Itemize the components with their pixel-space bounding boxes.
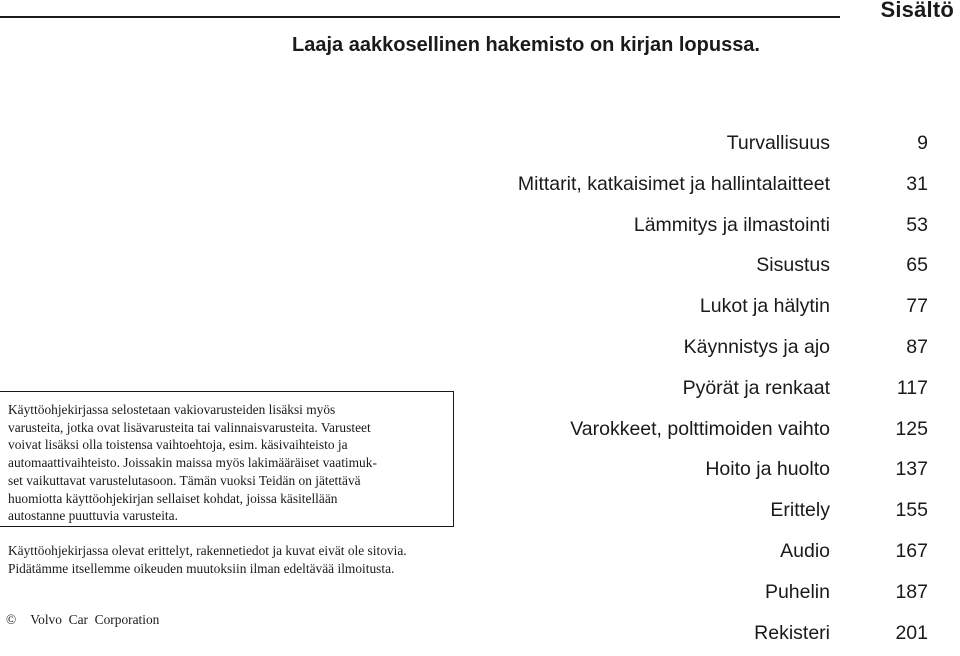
copyright-holder: Volvo Car Corporation bbox=[30, 612, 160, 627]
notice-line: set vaikuttavat varustelutasoon. Tämän vuoksi Teidän on jätettävä bbox=[8, 472, 361, 488]
toc-entry-title: Erittely bbox=[770, 499, 830, 522]
notice-line: huomiotta käyttöohjekirjan sellaiset kohdat, joissa käsitellään bbox=[8, 490, 338, 506]
toc-entry-page: 87 bbox=[906, 335, 928, 358]
notice-line: voivat lisäksi olla toistensa vaihtoehtoja, esim. käsivaihteisto ja bbox=[8, 437, 348, 453]
equipment-notice-box bbox=[0, 391, 454, 527]
section-title: Sisältö bbox=[880, 0, 954, 22]
toc-entry[interactable] bbox=[480, 330, 928, 371]
toc-entry-title: Lukot ja hälytin bbox=[699, 295, 830, 318]
toc-entry-title: Puhelin bbox=[764, 580, 830, 603]
toc-entry-page: 125 bbox=[895, 417, 928, 440]
toc-entry-page: 201 bbox=[895, 621, 928, 644]
toc-entry[interactable] bbox=[480, 289, 928, 330]
toc-entry[interactable] bbox=[480, 412, 928, 453]
toc-entry[interactable] bbox=[480, 452, 928, 493]
table-of-contents bbox=[480, 126, 928, 656]
toc-entry[interactable] bbox=[480, 126, 928, 167]
toc-entry-title: Pyörät ja renkaat bbox=[682, 376, 830, 399]
toc-entry-title: Mittarit, katkaisimet ja hallintalaitteet bbox=[517, 172, 830, 195]
toc-entry-page: 137 bbox=[895, 458, 928, 481]
toc-entry[interactable] bbox=[480, 167, 928, 208]
notice-line: autostanne puuttuvia varusteita. bbox=[8, 508, 178, 524]
toc-entry-page: 53 bbox=[906, 213, 928, 236]
toc-entry-page: 77 bbox=[906, 295, 928, 318]
toc-entry-page: 65 bbox=[906, 254, 928, 277]
toc-entry-page: 117 bbox=[896, 376, 928, 399]
copyright-notice bbox=[6, 611, 159, 629]
index-note: Laaja aakkosellinen hakemisto on kirjan lopussa. bbox=[292, 34, 760, 56]
notice-line: automaattivaihteisto. Joissakin maissa myös lakimääräiset vaatimuk- bbox=[8, 455, 377, 471]
toc-entry-title: Rekisteri bbox=[754, 621, 830, 644]
toc-entry-page: 9 bbox=[917, 132, 928, 154]
toc-entry[interactable] bbox=[480, 616, 928, 656]
toc-entry-page: 167 bbox=[895, 539, 928, 562]
toc-entry-page: 31 bbox=[906, 172, 928, 195]
toc-entry-title: Turvallisuus bbox=[726, 132, 830, 154]
toc-entry[interactable] bbox=[480, 493, 928, 534]
notice-line: Käyttöohjekirjassa selostetaan vakiovarusteiden lisäksi myös bbox=[8, 402, 336, 417]
toc-entry-title: Sisustus bbox=[756, 254, 830, 277]
toc-entry[interactable] bbox=[480, 534, 928, 575]
toc-entry[interactable] bbox=[480, 371, 928, 412]
toc-entry-page: 155 bbox=[895, 499, 928, 522]
header-rule bbox=[0, 16, 840, 18]
toc-entry[interactable] bbox=[480, 248, 928, 289]
toc-entry-title: Käynnistys ja ajo bbox=[683, 335, 830, 358]
toc-entry[interactable] bbox=[480, 575, 928, 616]
toc-entry-title: Hoito ja huolto bbox=[705, 458, 830, 481]
toc-entry-title: Varokkeet, polttimoiden vaihto bbox=[570, 417, 830, 440]
toc-entry-title: Lämmitys ja ilmastointi bbox=[633, 213, 830, 236]
disclaimer-line: Käyttöohjekirjassa olevat erittelyt, rakennetiedot ja kuvat eivät ole sitovia. bbox=[8, 543, 407, 558]
toc-entry-title: Audio bbox=[780, 539, 830, 562]
copyright-symbol: © bbox=[6, 612, 17, 627]
toc-entry-page: 187 bbox=[895, 580, 928, 603]
toc-entry[interactable] bbox=[480, 208, 928, 249]
notice-line: varusteita, jotka ovat lisävarusteita tai valinnaisvarusteita. Varusteet bbox=[8, 419, 371, 435]
disclaimer-line: Pidätämme itsellemme oikeuden muutoksiin ilman edeltävää ilmoitusta. bbox=[8, 560, 395, 576]
disclaimer bbox=[8, 542, 458, 577]
